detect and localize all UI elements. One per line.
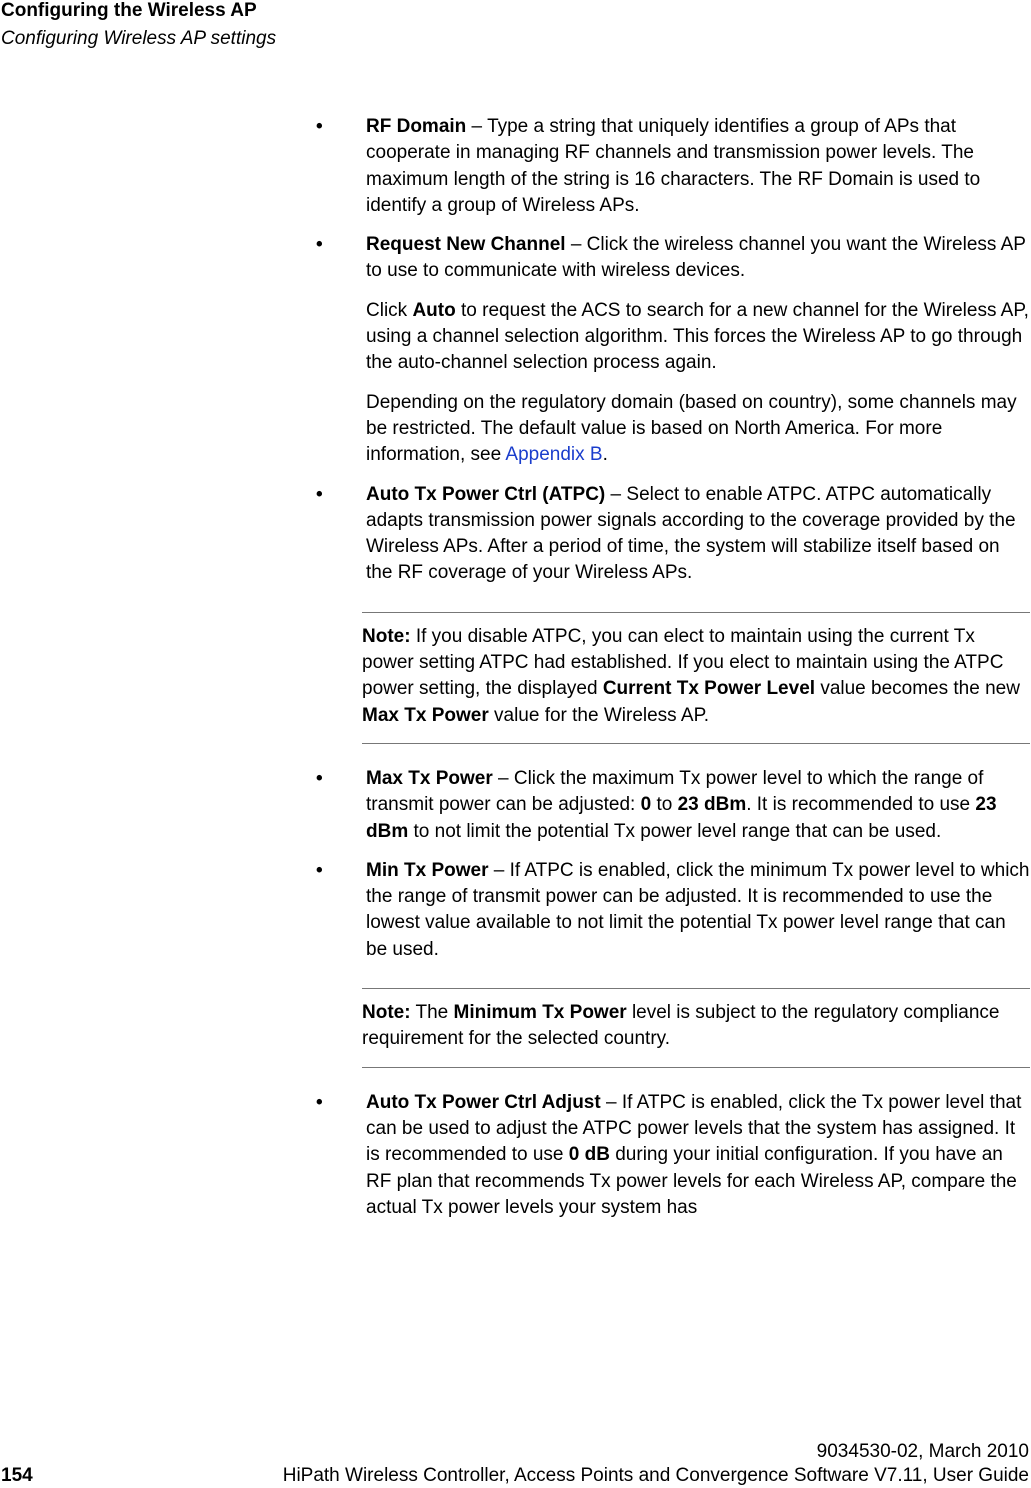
running-header-chapter: Configuring the Wireless AP <box>1 0 257 21</box>
bullet-min-tx-power <box>316 858 1030 963</box>
bullet-atpc <box>316 482 1030 587</box>
footer-doc-id: 9034530-02, March 2010 <box>816 1441 1029 1462</box>
footer-title: HiPath Wireless Controller, Access Points and Convergence Software V7.11, User Guide <box>282 1465 1029 1486</box>
paragraph-auto-channel: Click Auto to request the ACS to search for a new channel for the Wireless AP, using a channel selection algorithm. This forces the Wireless AP to go through the auto-channel selection process again. <box>366 299 1029 374</box>
bullet-max-tx-power: • Max Tx Power – Click the maximum Tx power level to which the range of transmit power can be adjusted: 0 to 23 dBm. It is recommended to use 23 dBm to not limit the potential Tx power level range that can be used. <box>316 767 997 842</box>
term-rf-domain: RF Domain <box>366 116 467 137</box>
desc-atpc: – Select to enable ATPC. ATPC automatically adapts transmission power signals according to the coverage provided by the Wireless APs. After a period of time, the system will stabilize itself based on the RF coverage of your Wireless APs. <box>366 483 1016 584</box>
bullet-glyph: • <box>316 859 323 881</box>
bullet-atpc-adjust: • Auto Tx Power Ctrl Adjust – If ATPC is enabled, click the Tx power level that can be used to adjust the ATPC power levels that the system has assigned. It is recommended to use 0 dB during your initial configuration. If you have an RF plan that recommends Tx power levels for each Wireless AP, compare the actual Tx power levels your system has <box>316 1091 1022 1218</box>
note-label: Note: <box>362 625 411 647</box>
paragraph-regulatory-domain: Depending on the regulatory domain (based on country), some channels may be restricted. The default value is based on North America. For more information, see Appendix B. <box>366 391 1017 466</box>
bullet-rf-domain <box>316 114 1030 219</box>
bullet-request-new-channel <box>316 232 1030 285</box>
desc-rf-domain: – Type a string that uniquely identifies a group of APs that cooperate in managing RF channels and transmission power levels. The maximum length of the string is 16 characters. The RF Domain is used to identify a group of Wireless APs. <box>366 116 981 216</box>
bullet-glyph: • <box>316 483 323 505</box>
term-min-tx-power: Min Tx Power <box>366 859 489 881</box>
bullet-glyph: • <box>316 234 323 256</box>
desc-min-tx-power: – If ATPC is enabled, click the minimum Tx power level to which the range of transmit power can be adjusted. It is recommended to use the lowest value available to not limit the potential Tx power level range that can be used. <box>366 859 1030 960</box>
main-content <box>316 114 1030 1234</box>
running-header-section: Configuring Wireless AP settings <box>1 28 277 49</box>
note-label: Note: <box>362 1002 411 1024</box>
term-atpc-adjust: Auto Tx Power Ctrl Adjust <box>366 1091 601 1113</box>
note-min-tx-power: Note: The Minimum Tx Power level is subject to the regulatory compliance requirement for the selected country. <box>362 988 1030 1068</box>
auto-keyword: Auto <box>412 299 456 321</box>
bullet-glyph: • <box>316 1091 323 1113</box>
desc-request-new-channel: – Click the wireless channel you want the Wireless AP to use to communicate with wireless devices. <box>366 234 1026 282</box>
bullet-glyph: • <box>316 767 323 789</box>
bullet-glyph: • <box>316 116 323 137</box>
page-number: 154 <box>1 1465 33 1486</box>
term-atpc: Auto Tx Power Ctrl (ATPC) <box>366 483 606 505</box>
note-atpc: Note: If you disable ATPC, you can elect to maintain using the current Tx power setting ATPC had established. If you elect to maintain using the ATPC power setting, the displayed Current Tx Power Level value becomes the new Max Tx Power value for the Wireless AP. <box>362 612 1030 744</box>
term-request-new-channel: Request New Channel <box>366 234 566 256</box>
appendix-b-link[interactable]: Appendix B <box>505 444 603 466</box>
term-max-tx-power: Max Tx Power <box>366 767 493 789</box>
